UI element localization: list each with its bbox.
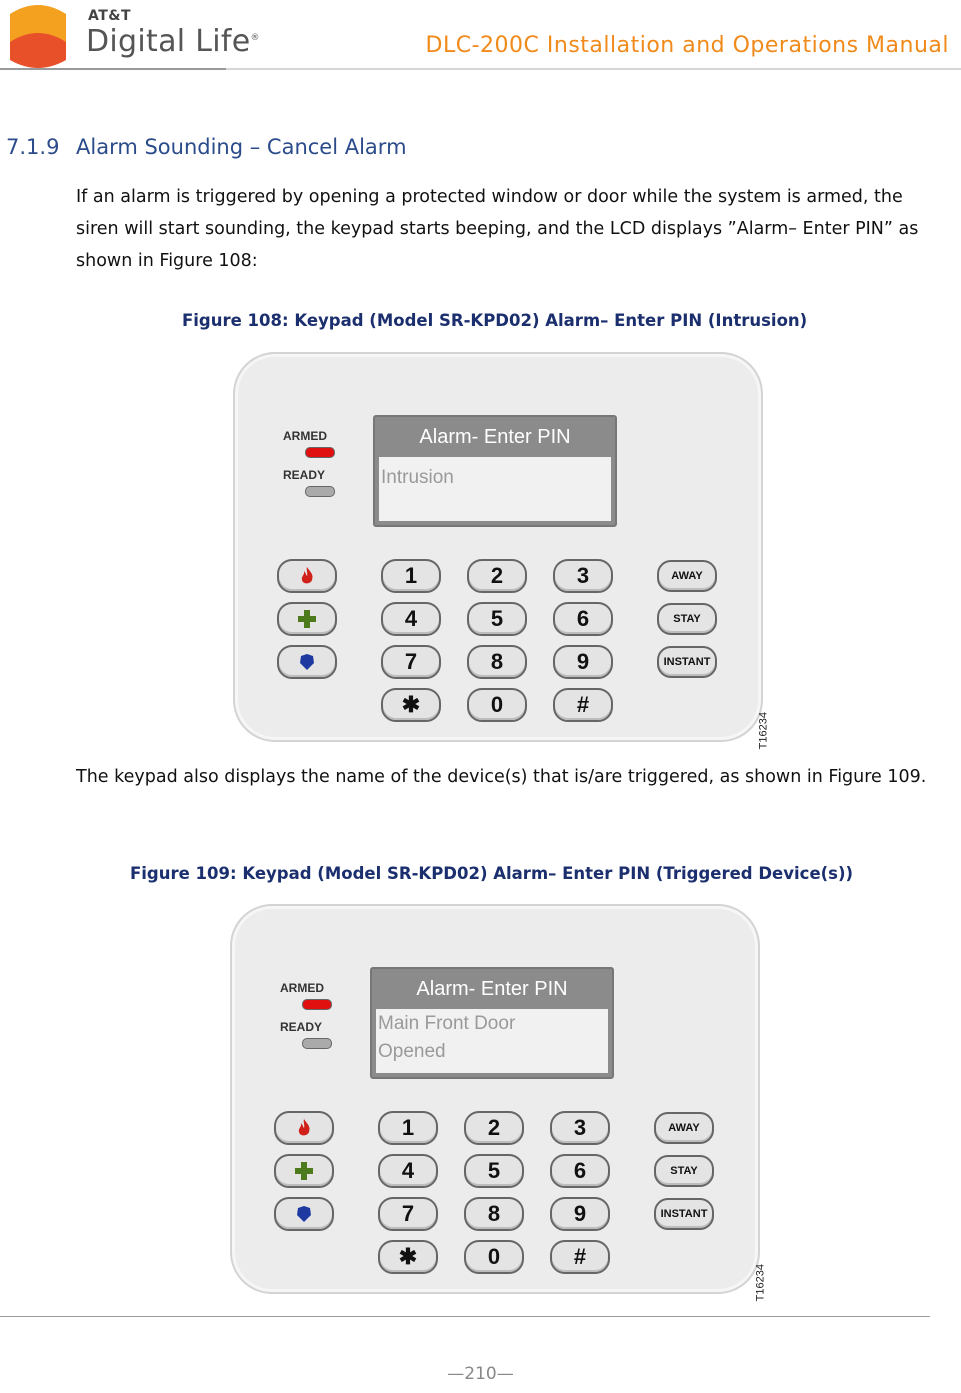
brand-digital-life: [86, 24, 260, 59]
ready-led: [302, 1038, 332, 1049]
brand-digital-life-text: Digital Life: [86, 24, 251, 59]
lcd-display: [373, 415, 617, 527]
figure-109-caption: Figure 109: Keypad (Model SR-KPD02) Alarm– Enter PIN (Triggered Device(s)): [130, 864, 854, 883]
key-3[interactable]: 3: [550, 1111, 610, 1145]
key-1[interactable]: 1: [381, 559, 441, 593]
keypad-figure-109: [230, 904, 766, 1302]
key-9[interactable]: 9: [553, 645, 613, 679]
police-shield-icon: [298, 653, 316, 671]
away-key[interactable]: AWAY: [657, 560, 717, 592]
key-4[interactable]: 4: [378, 1154, 438, 1188]
footer-divider: [0, 1316, 930, 1317]
medical-cross-icon: [297, 609, 317, 629]
figure-108-caption: Figure 108: Keypad (Model SR-KPD02) Alarm– Enter PIN (Intrusion): [182, 311, 808, 330]
keypad-body: [230, 904, 760, 1294]
header-divider-accent: [0, 68, 226, 70]
medical-cross-icon: [294, 1161, 314, 1181]
away-key[interactable]: AWAY: [654, 1112, 714, 1144]
armed-led: [305, 447, 335, 458]
lcd-header-text: Alarm- Enter PIN: [416, 978, 568, 1000]
armed-label: ARMED: [283, 429, 327, 443]
fire-icon: [298, 566, 316, 586]
section-title: Alarm Sounding – Cancel Alarm: [76, 135, 407, 159]
key-0[interactable]: 0: [467, 688, 527, 722]
key-5[interactable]: 5: [467, 602, 527, 636]
instant-key[interactable]: INSTANT: [654, 1198, 714, 1230]
paragraph-intro: If an alarm is triggered by opening a protected window or door while the system is armed, the siren will start sounding, the keypad starts beeping, and the LCD displays ”Alarm– Enter PIN” as shown in Figure 108:: [76, 187, 919, 271]
fire-icon: [295, 1118, 313, 1138]
ready-led: [305, 486, 335, 497]
key-star[interactable]: ✱: [381, 688, 441, 722]
key-hash[interactable]: #: [550, 1240, 610, 1274]
armed-label: ARMED: [280, 981, 324, 995]
lcd-line-2: Opened: [378, 1041, 446, 1062]
digital-life-logo-icon: [4, 2, 72, 68]
document-title: DLC-200C Installation and Operations Manual: [425, 33, 949, 58]
key-8[interactable]: 8: [464, 1197, 524, 1231]
key-4[interactable]: 4: [381, 602, 441, 636]
key-7[interactable]: 7: [378, 1197, 438, 1231]
fire-key[interactable]: [277, 559, 337, 593]
key-star[interactable]: ✱: [378, 1240, 438, 1274]
key-0[interactable]: 0: [464, 1240, 524, 1274]
figure-code: T16234: [754, 1264, 766, 1302]
instant-key[interactable]: INSTANT: [657, 646, 717, 678]
lcd-display: [370, 967, 614, 1079]
medical-key[interactable]: [277, 602, 337, 636]
police-shield-icon: [295, 1205, 313, 1223]
keypad-body: [233, 352, 763, 742]
police-key[interactable]: [277, 645, 337, 679]
key-6[interactable]: 6: [550, 1154, 610, 1188]
lcd-screen: [379, 457, 611, 521]
fire-key[interactable]: [274, 1111, 334, 1145]
key-hash[interactable]: #: [553, 688, 613, 722]
lcd-line-1: Main Front Door: [378, 1013, 516, 1034]
lcd-screen: [376, 1009, 608, 1073]
keypad-figure-108: [233, 352, 769, 750]
section-number: 7.1.9: [6, 135, 60, 159]
figure-code: T16234: [757, 712, 769, 750]
ready-label: READY: [280, 1020, 323, 1034]
police-key[interactable]: [274, 1197, 334, 1231]
key-1[interactable]: 1: [378, 1111, 438, 1145]
medical-key[interactable]: [274, 1154, 334, 1188]
key-9[interactable]: 9: [550, 1197, 610, 1231]
lcd-header-text: Alarm- Enter PIN: [419, 426, 571, 448]
lcd-line-1: Intrusion: [381, 467, 454, 488]
brand-att: AT&T: [88, 8, 132, 24]
key-7[interactable]: 7: [381, 645, 441, 679]
key-8[interactable]: 8: [467, 645, 527, 679]
paragraph-device-name: The keypad also displays the name of the device(s) that is/are triggered, as shown in Figure 109.: [76, 767, 927, 787]
ready-label: READY: [283, 468, 326, 482]
armed-led: [302, 999, 332, 1010]
key-3[interactable]: 3: [553, 559, 613, 593]
registered-mark: ®: [250, 33, 260, 43]
stay-key[interactable]: STAY: [657, 603, 717, 635]
key-2[interactable]: 2: [464, 1111, 524, 1145]
key-2[interactable]: 2: [467, 559, 527, 593]
page-number: —210—: [447, 1364, 514, 1384]
stay-key[interactable]: STAY: [654, 1155, 714, 1187]
key-5[interactable]: 5: [464, 1154, 524, 1188]
key-6[interactable]: 6: [553, 602, 613, 636]
